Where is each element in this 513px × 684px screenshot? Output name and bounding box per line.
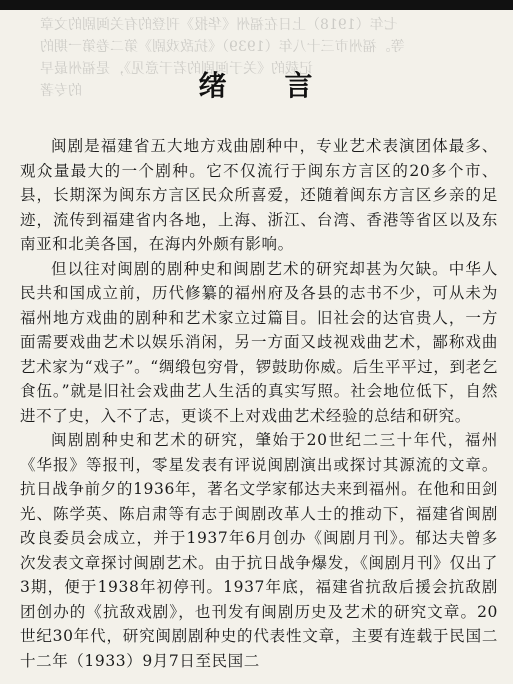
bleed-line: 等。福州市三十八年（1939）《抗敌戏剧》第二卷第一期的	[40, 39, 405, 55]
bleed-line: 的专著	[40, 83, 82, 99]
title-char-2: 言	[284, 69, 315, 102]
paragraph: 但以往对闽剧的剧种史和闽剧艺术的研究却甚为欠缺。中华人民共和国成立前，历代修纂的福州府及各县的志书不少，可从未为福州地方戏曲的剧种和艺术家立过篇目。旧社会的达官贵人，一方面需要戏曲艺术以娱乐消闲，另一方面又歧视戏曲艺术，鄙称戏曲艺术家为“戏子”。“绸缎包穷骨，锣鼓助你威。后生平平过，到老乞食伍。”就是旧社会戏曲艺人生活的真实写照。社会地位低下，自然进不了史，入不了志，更谈不上对戏曲艺术经验的总结和研究。	[20, 259, 498, 425]
body-text	[20, 134, 498, 673]
top-border-bar	[0, 0, 513, 10]
title-char-1: 绪	[198, 69, 229, 102]
bleed-line: 记载的《关于闽剧的若干意见》，是福州最早	[40, 61, 313, 77]
paragraph: 闽剧剧种史和艺术的研究，肇始于20世纪二三十年代，福州《华报》等报刊，零星发表有评说闽剧演出或探讨其源流的文章。抗日战争前夕的1936年，著名文学家郁达夫来到福州。在他和田剑光、陈学英、陈启肃等有志于闽剧改革人士的推动下，福建省闽剧改良委员会成立，并于1937年6月创办《闽剧月刊》。郁达夫曾多次发表文章探讨闽剧艺术。由于抗日战争爆发，《闽剧月刊》仅出了3期，便于1938年初停刊。1937年底，福建省抗敌后援会抗敌剧团创办的《抗敌戏剧》，也刊发有闽剧历史及艺术的研究文章。20世纪30年代，研究闽剧剧种史的代表性文章，主要有连载于民国二十二年（1933）9月7日至民国二	[20, 431, 498, 670]
paragraph: 闽剧是福建省五大地方戏曲剧种中，专业艺术表演团体最多、观众量最大的一个剧种。它不仅流行于闽东方言区的20多个市、县，长期深为闽东方言区民众所喜爱，还随着闽东方言区乡亲的足迹，流传到福建省内各地，上海、浙江、台湾、香港等省区以及东南亚和北美各国，在海内外颇有影响。	[20, 137, 498, 253]
page-title	[0, 64, 513, 104]
bleed-line: 七年（1918）上日在福州《华报》刊登的有关闽剧的文章	[40, 17, 398, 33]
